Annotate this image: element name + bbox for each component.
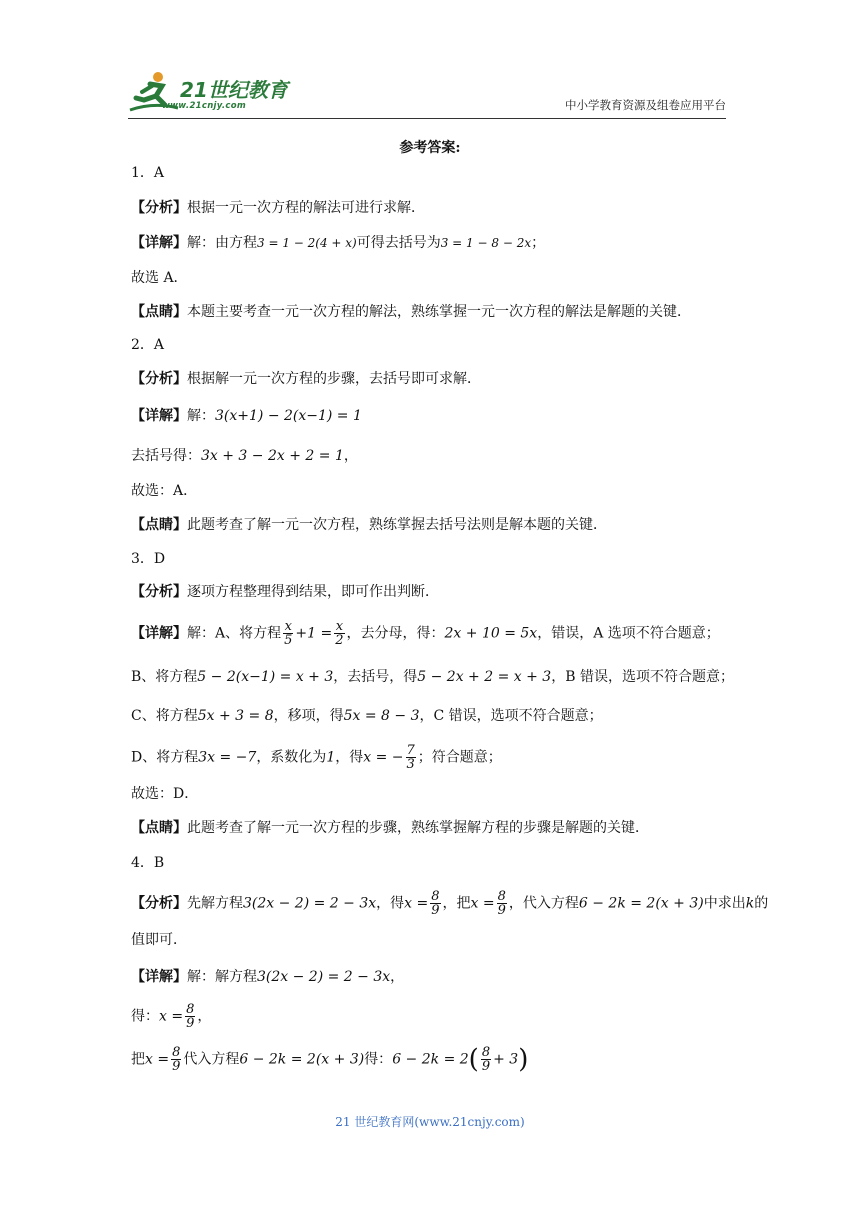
analysis-mid3: ，代入方程: [508, 895, 579, 912]
comment-tag: 【点睛】: [131, 820, 187, 836]
fraction: $\frac{x}{2}$: [335, 619, 344, 648]
q3-answer: 3．D: [131, 551, 166, 567]
sub-pre: 把: [131, 1051, 145, 1068]
q4-get: [131, 1003, 211, 1030]
equation: x =: [159, 1008, 184, 1025]
q1-choice: 故选 A．: [131, 270, 188, 286]
right-paren: ): [518, 1044, 529, 1075]
analysis-tag: 【分析】: [131, 200, 187, 216]
q2-choice: 故选：A．: [131, 483, 198, 499]
equation: 5x = 8 − 3: [343, 708, 420, 724]
fraction: $\frac{8}{9}$: [431, 889, 440, 918]
equation: 6 − 2k = 2(x + 3): [239, 1051, 365, 1068]
variable-k: k: [745, 895, 755, 912]
detail-end: ；: [531, 235, 546, 251]
option-a-mid: ，去分母，得：: [346, 625, 445, 642]
comment-text: 本题主要考查一元一次方程的解法，熟练掌握一元一次方程的解法是解题的关键．: [187, 304, 691, 320]
analysis-text: 根据一元一次方程的解法可进行求解．: [187, 200, 425, 216]
q2-analysis: [131, 369, 481, 389]
q4-detail: [131, 967, 404, 987]
comment-tag: 【点睛】: [131, 517, 187, 533]
detail-pre: 解：: [187, 408, 215, 424]
left-paren: (: [468, 1044, 479, 1075]
fraction: $\frac{x}{5}$: [284, 619, 293, 648]
option-b-mid: ，去括号，得: [333, 669, 418, 685]
analysis-text: 根据解一元一次方程的步骤，去括号即可求解．: [187, 371, 481, 387]
option-a-pre: 解：A、将方程: [187, 625, 282, 642]
q3-analysis: [131, 582, 439, 602]
q3-detail-c: [131, 706, 603, 726]
option-d-mid2: ，得: [335, 749, 364, 766]
fraction: $\frac{8}{9}$: [186, 1002, 195, 1031]
option-b-end: ，B 错误，选项不符合题意；: [551, 669, 734, 685]
equation: 3x = −7: [198, 749, 257, 766]
equation: 5 − 2(x−1) = x + 3: [197, 669, 334, 685]
equation: 6 − 2k = 2(x + 3): [578, 895, 704, 912]
q2-detail: [131, 406, 362, 426]
equation: 2x + 10 = 5x: [444, 625, 538, 642]
detail-tag: 【详解】: [131, 235, 187, 251]
analysis-mid: ，得: [376, 895, 405, 912]
q1-detail: [131, 233, 545, 253]
equation: 3x + 3 − 2x + 2 = 1: [201, 448, 344, 464]
analysis-tag: 【分析】: [131, 895, 187, 912]
analysis-tag: 【分析】: [131, 371, 187, 387]
option-c-mid: ，移项，得: [273, 708, 344, 724]
equation: x =: [404, 895, 429, 912]
sub-mid: 代入方程: [183, 1051, 240, 1068]
option-c-pre: C、将方程: [131, 708, 198, 724]
option-d-pre: D、将方程: [131, 749, 199, 766]
fraction: $\frac{7}{3}$: [406, 743, 415, 772]
detail-tag: 【详解】: [131, 625, 187, 642]
logo-url: www.21cnjy.com: [162, 101, 246, 111]
equation: 5 − 2x + 2 = x + 3: [417, 669, 552, 685]
q3-comment: [131, 818, 649, 838]
option-b-pre: B、将方程: [131, 669, 198, 685]
comment-tag: 【点睛】: [131, 304, 187, 320]
detail-tag: 【详解】: [131, 969, 187, 985]
detail-mid: 可得去括号为: [356, 235, 441, 251]
detail-pre: 解：解方程: [187, 969, 257, 985]
site-logo: [128, 70, 303, 114]
step-end: ，: [343, 448, 358, 464]
equation: x =: [470, 895, 495, 912]
detail-pre: 解：由方程: [187, 235, 257, 251]
q4-analysis-cont: 值即可．: [131, 932, 187, 948]
comment-text: 此题考查了解一元一次方程，熟练掌握去括号法则是解本题的关键．: [187, 517, 607, 533]
option-d-mid: ，系数化为: [256, 749, 327, 766]
equation: 3(2x − 2) = 2 − 3x: [257, 969, 391, 985]
sub-mid2: 得：: [364, 1051, 393, 1068]
analysis-tag: 【分析】: [131, 584, 187, 600]
equation: x = −: [363, 749, 404, 766]
q1-comment: [131, 302, 691, 322]
page-title: 参考答案:: [399, 140, 461, 156]
q4-substitute: [131, 1046, 528, 1073]
equation: 3 = 1 − 2(4 + x): [257, 236, 357, 250]
page-footer: 21 世纪教育网(www.21cnjy.com): [335, 1115, 525, 1129]
analysis-pre: 先解方程: [187, 895, 243, 912]
equation: +1 =: [295, 625, 333, 642]
page-header: [128, 68, 726, 119]
q2-answer: 2．A: [131, 337, 165, 353]
equation: 3(x+1) − 2(x−1) = 1: [215, 408, 362, 424]
analysis-end: 中求出: [703, 895, 746, 912]
equation: 1: [326, 749, 336, 766]
analysis-end2: 的: [754, 895, 769, 912]
logo-name: 21世纪教育: [180, 78, 288, 102]
equation: + 3: [493, 1051, 519, 1068]
q4-analysis: [131, 890, 768, 917]
equation: x =: [145, 1051, 170, 1068]
q3-detail-a: [131, 620, 720, 647]
detail-end: ，: [390, 969, 405, 985]
q2-comment: [131, 515, 607, 535]
analysis-mid2: ，把: [442, 895, 471, 912]
option-c-end: ，C 错误，选项不符合题意；: [419, 708, 603, 724]
q3-choice: 故选：D．: [131, 786, 199, 802]
equation: 5x + 3 = 8: [197, 708, 274, 724]
get-pre: 得：: [131, 1008, 159, 1025]
step-pre: 去括号得：: [131, 448, 201, 464]
fraction: $\frac{8}{9}$: [172, 1045, 181, 1074]
q1-analysis: [131, 198, 425, 218]
option-a-end: ，错误，A 选项不符合题意；: [537, 625, 720, 642]
analysis-text: 逐项方程整理得到结果，即可作出判断．: [187, 584, 439, 600]
equation: 6 − 2k = 2: [392, 1051, 469, 1068]
option-d-end: ；符合题意；: [417, 749, 502, 766]
fraction: $\frac{8}{9}$: [497, 889, 506, 918]
q4-answer: 4．B: [131, 855, 165, 871]
comment-text: 此题考查了解一元一次方程的步骤，熟练掌握解方程的步骤是解题的关键．: [187, 820, 649, 836]
q3-detail-b: [131, 667, 734, 687]
q1-answer: 1．A: [131, 165, 165, 181]
equation: 3(2x − 2) = 2 − 3x: [243, 895, 377, 912]
detail-tag: 【详解】: [131, 408, 187, 424]
platform-title: 中小学教育资源及组卷应用平台: [565, 98, 726, 112]
q3-detail-d: [131, 744, 502, 771]
equation: 3 = 1 − 8 − 2x: [440, 236, 532, 250]
get-end: ，: [197, 1008, 212, 1025]
fraction: $\frac{8}{9}$: [481, 1045, 491, 1074]
q2-step: [131, 446, 358, 466]
